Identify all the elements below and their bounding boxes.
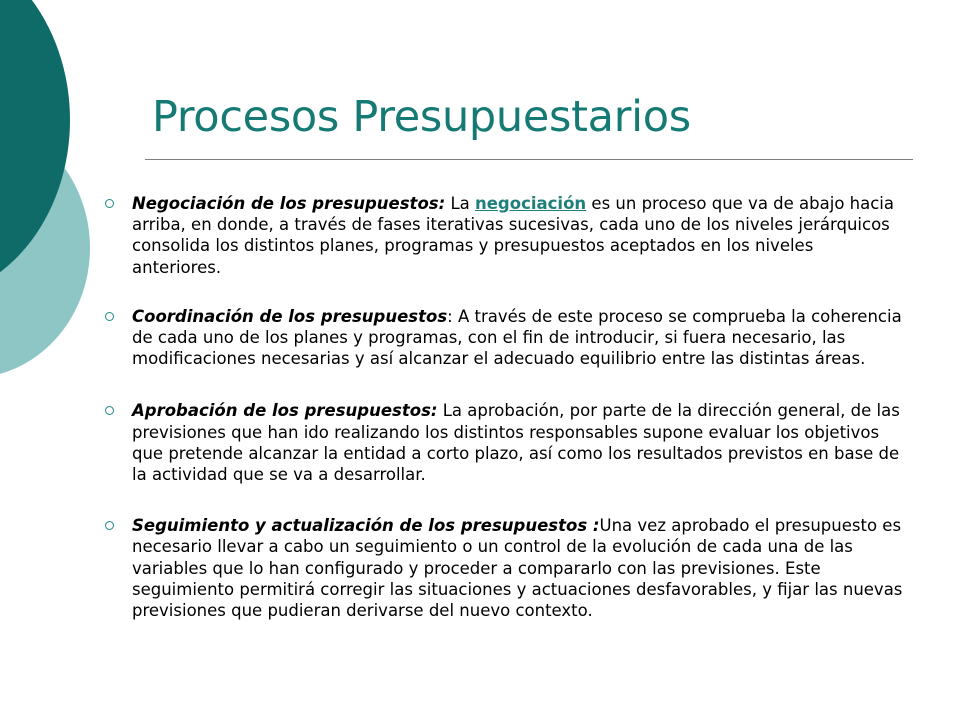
- negociacion-link[interactable]: negociación: [475, 194, 587, 213]
- bullet-lead: Seguimiento y actualización de los presupuestos :: [132, 516, 600, 536]
- bullet-text: La aprobación, por parte de la dirección general, de las previsiones que han ido realizando los distintos responsables supone evaluar los objetivos que pretende alcanzar la entidad a corto plazo, así como los resultados previstos en base de la actividad que se va a desarrollar.: [132, 401, 900, 485]
- title-divider: [145, 159, 913, 160]
- bullet-text: : A través de este proceso se comprueba la coherencia de cada uno de los planes y programas, con el fin de introducir, si fuera necesario, las modificaciones necesarias y así alcanzar el adecuado equilibrio entre las distintas áreas.: [132, 306, 902, 369]
- bullet-text: Una vez aprobado el presupuesto es necesario llevar a cabo un seguimiento o un control de la evolución de cada una de las variables que lo han configurado y proceder a compararlo con las previsiones. Este seguimiento permitirá corregir las situaciones y actuaciones desfavorables, y fijar las nuevas previsiones que pudieran derivarse del nuevo contexto.: [132, 516, 903, 621]
- bullet-item-aprobacion: [105, 400, 905, 485]
- bullet-item-negociacion: [105, 193, 905, 278]
- bullet-item-seguimiento: [105, 515, 905, 621]
- bullet-item-coordinacion: [105, 306, 905, 370]
- bullet-text: La: [445, 194, 475, 213]
- bullet-list: [105, 193, 905, 621]
- bullet-lead: Aprobación de los presupuestos:: [132, 401, 438, 421]
- slide-title: Procesos Presupuestarios: [152, 92, 691, 142]
- bullet-text: es un proceso que va de abajo hacia arriba, en donde, a través de fases iterativas sucesivas, cada uno de los niveles jerárquicos consolida los distintos planes, programas y presupuestos aceptados en los niveles anteriores.: [132, 194, 895, 277]
- bullet-lead: Negociación de los presupuestos:: [132, 194, 446, 213]
- bullet-circle-icon: [105, 521, 114, 530]
- bullet-lead: Coordinación de los presupuestos: [132, 306, 448, 326]
- bullet-circle-icon: [105, 406, 114, 415]
- bullet-circle-icon: [105, 199, 114, 208]
- bullet-circle-icon: [105, 312, 114, 321]
